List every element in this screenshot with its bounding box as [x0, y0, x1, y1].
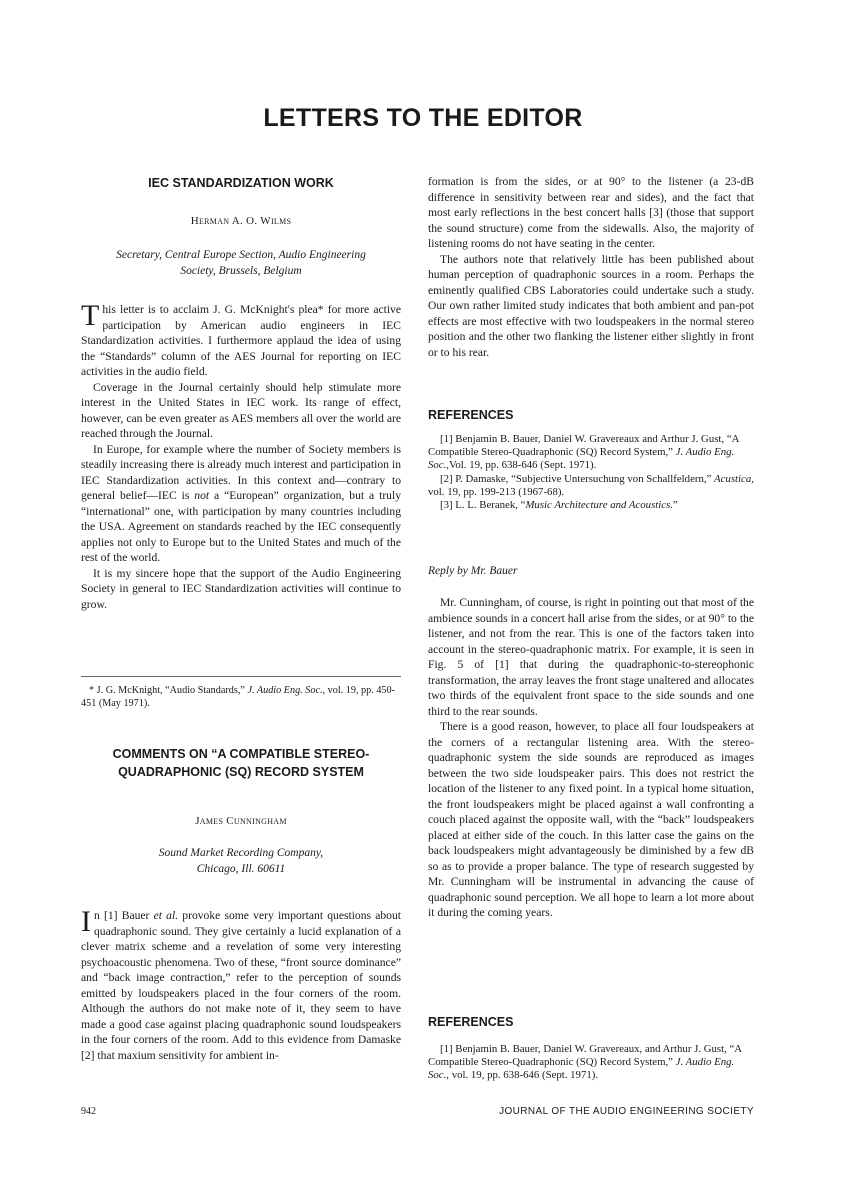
article-body-continued — [428, 174, 754, 360]
drop-cap: T — [81, 299, 100, 332]
affiliation-line: Chicago, Ill. 60611 — [196, 863, 286, 875]
author-wilms: Herman A. O. Wilms — [190, 215, 292, 227]
paragraph: In [1] Bauer et al. provoke some very important questions about quadraphonic sound. They give certainly a lucid explanation of a clever matrix scheme and a revelation of some very interesting psychoacoustic phenomena. Two of these, “front source dominance” and “back image contraction,” refer to the perception of sounds emitted by loudspeakers placed in the four corners of the room. Although the authors do not make note of it, they seem to have made a good case against placing quadraphonic sound loudspeakers in the four corners of the room. Add to this evidence from Damaske [2] that maxium sensitivity for ambient in- — [81, 905, 401, 1062]
references-heading: REFERENCES — [428, 408, 514, 422]
page-number: 942 — [81, 1106, 96, 1117]
paragraph: Coverage in the Journal certainly should help stimulate more interest in the United States in IEC work. Its range of effect, however, can be even greater as AES members all over the world are reached through the Journal. — [81, 380, 401, 440]
footnote: * J. G. McKnight, “Audio Standards,” J. Audio Eng. Soc., vol. 19, pp. 450-451 (May 1971). — [81, 676, 401, 710]
paragraph — [81, 299, 401, 380]
article-body-sq — [81, 905, 401, 1063]
article-heading-sq — [81, 745, 401, 781]
paragraph: The authors note that relatively little has been published about human perception of quadraphonic sources in a room. Perhaps the eminently qualified CBS Laboratories could undertake such a study. Our own rather limited study indicates that both ambient and pan-pot effects are most effective with two loudspeakers in the normal stereo position and the other two flanking the listener either slightly in front or to his rear. — [428, 252, 754, 359]
page-title: LETTERS TO THE EDITOR — [263, 104, 583, 132]
affiliation-wilms — [81, 247, 401, 279]
journal-name: JOURNAL OF THE AUDIO ENGINEERING SOCIETY — [499, 1106, 754, 1117]
references-heading: REFERENCES — [428, 1015, 514, 1029]
drop-cap: I — [81, 905, 91, 938]
paragraph: In Europe, for example where the number of Society members is steadily increasing there is already much interest and participation in IEC Standardization activities. In this context and—contrary to general belief—IEC is not a “European” organization, but a truly “international” one, with participation by many countries including the USA. Agreement on standards reached by the IEC consequently applies not only to Europe but to the United States and much of the rest of the world. — [81, 442, 401, 564]
paragraph-text: his letter is to acclaim J. G. McKnight's plea* for more active participation by American audio engineers in IEC Standardization activities. I furthermore applaud the idea of using the “Standards” column of the AES Journal for reporting on IEC activities in the audio field. — [81, 303, 401, 378]
reply-body — [428, 595, 754, 921]
references-list — [428, 1043, 754, 1083]
article-heading-iec: IEC STANDARDIZATION WORK — [148, 176, 334, 190]
author-cunningham: James Cunningham — [195, 815, 287, 827]
paragraph: There is a good reason, however, to place all four loudspeakers at the corners of a rectangular listening area. With the stereo-quadraphonic system the side sounds are reproduced as images between the two side loudspeaker pairs. This does not restrict the location of the listener to any fixed point. In a typical home situation, the front loudspeakers might be placed against a wall confronting a couch placed against the opposite wall, with the “back” loudspeakers placed at either side of the couch. In this latter case the gains on the back loudspeakers might advantageously be diminished by a few dB so as to provide a proper balance. The type of research suggested by Mr. Cunningham will be instrumental in advancing the cause of quadraphonic sound perception. We all hope to learn a lot more about it during the coming years. — [428, 720, 754, 919]
references-list — [428, 433, 754, 512]
paragraph: formation is from the sides, or at 90° to the listener (a 23-dB difference in sensitivity between rear and sides), and the fact that most early reflections in the best concert halls [3] (those that support the sound structure) come from the sidewalls. Also, the majority of listening rooms do not have seating in the center. — [428, 175, 754, 250]
reference-item: [2] P. Damaske, “Subjective Untersuchung von Schallfeldern,” Acustica, vol. 19, pp. 199-213 (1967-68). — [428, 472, 754, 498]
affiliation-line: Secretary, Central Europe Section, Audio Engineering — [116, 249, 366, 261]
reference-item: [3] L. L. Beranek, “Music Architecture and Acoustics.” — [440, 499, 678, 512]
article-body-iec — [81, 299, 401, 612]
paragraph: Mr. Cunningham, of course, is right in pointing out that most of the ambience sounds in a concert hall arise from the sides, or at 90° to the listener, and not from the rear. This is one of the factors taken into account in the stereo-quadraphonic matrix. For example, it is seen in Fig. 5 of [1] that during the quadraphonic-to-stereophonic transformation, the array leaves the front stage unaltered and allocates two thirds of the equivalent front space to the side sounds and one third to the rear sounds. — [428, 596, 754, 718]
heading-line: QUADRAPHONIC (SQ) RECORD SYSTEM — [118, 765, 364, 779]
reply-label: Reply by Mr. Bauer — [428, 565, 518, 577]
affiliation-line: Society, Brussels, Belgium — [180, 265, 302, 277]
paragraph: It is my sincere hope that the support of the Audio Engineering Society in general to IEC Standardization activities will continue to grow. — [81, 566, 401, 611]
affiliation-line: Sound Market Recording Company, — [158, 847, 324, 859]
affiliation-cunningham — [81, 845, 401, 877]
reference-item: [1] Benjamin B. Bauer, Daniel W. Gravereaux and Arthur J. Gust, “A Compatible Stereo-Quadraphonic (SQ) Record System,” J. Audio Eng. Soc.,Vol. 19, pp. 638-646 (Sept. 1971). — [428, 433, 739, 472]
reference-item: [1] Benjamin B. Bauer, Daniel W. Gravereaux, and Arthur J. Gust, “A Compatible Stereo-Quadraphonic (SQ) Record System,” J. Audio Eng. Soc., vol. 19, pp. 638-646 (Sept. 1971). — [428, 1043, 742, 1082]
heading-line: COMMENTS ON “A COMPATIBLE STEREO- — [112, 747, 370, 761]
